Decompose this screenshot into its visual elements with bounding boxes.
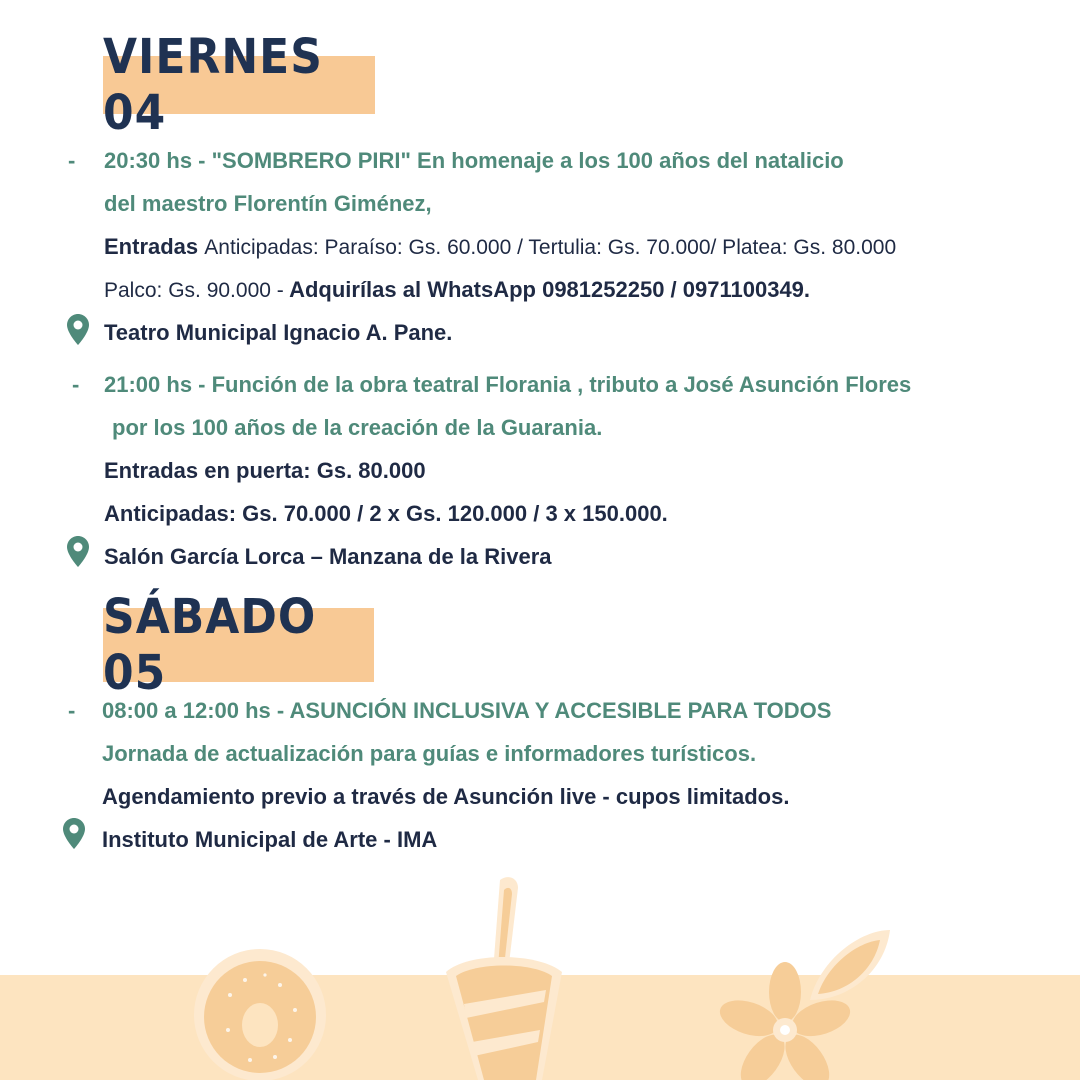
guampa-cup-icon [438, 872, 568, 1080]
friday-event1-purchase [104, 277, 810, 303]
friday-day-label: VIERNES 04 [103, 28, 323, 142]
bullet-dash: - [68, 148, 76, 173]
friday-event2-door-price: Entradas en puerta: Gs. 80.000 [104, 458, 426, 483]
location-pin-icon [62, 817, 86, 850]
saturday-day-tag [103, 588, 374, 702]
friday-day-tag [103, 28, 375, 142]
saturday-event1-title: 08:00 a 12:00 hs - ASUNCIÓN INCLUSIVA Y ACCESIBLE PARA TODOS [102, 698, 832, 723]
prices-label: Entradas [104, 234, 199, 259]
flower-icon [710, 920, 900, 1080]
palco-price: Palco: Gs. 90.000 - [104, 279, 284, 302]
bullet-dash: - [72, 372, 80, 397]
saturday-event1-subtitle: Jornada de actualización para guías e informadores turísticos. [102, 741, 757, 766]
friday-event1-title: 20:30 hs - "SOMBRERO PIRI" En homenaje a los 100 años del natalicio [104, 148, 844, 173]
friday-event2-subtitle: por los 100 años de la creación de la Guarania. [112, 415, 603, 440]
location-pin-icon [66, 535, 90, 568]
whatsapp-info: Adquirílas al WhatsApp 0981252250 / 0971100349. [289, 277, 811, 302]
friday-event2-advance-price: Anticipadas: Gs. 70.000 / 2 x Gs. 120.000 / 3 x 150.000. [104, 501, 668, 526]
saturday-event1-venue: Instituto Municipal de Arte - IMA [102, 827, 438, 852]
friday-event1-prices [104, 234, 896, 260]
friday-event1-venue: Teatro Municipal Ignacio A. Pane. [104, 320, 453, 345]
friday-event2-venue: Salón García Lorca – Manzana de la Rivera [104, 544, 552, 569]
prices-detail: Anticipadas: Paraíso: Gs. 60.000 / Tertulia: Gs. 70.000/ Platea: Gs. 80.000 [204, 236, 897, 259]
saturday-event1-booking: Agendamiento previo a través de Asunción live - cupos limitados. [102, 784, 790, 809]
location-pin-icon [66, 313, 90, 346]
chipa-bread-icon [190, 935, 330, 1080]
friday-event1-subtitle: del maestro Florentín Giménez, [104, 191, 432, 216]
bullet-dash: - [68, 698, 76, 723]
saturday-day-label: SÁBADO 05 [103, 588, 317, 702]
friday-event2-title: 21:00 hs - Función de la obra teatral Florania , tributo a José Asunción Flores [104, 372, 912, 397]
